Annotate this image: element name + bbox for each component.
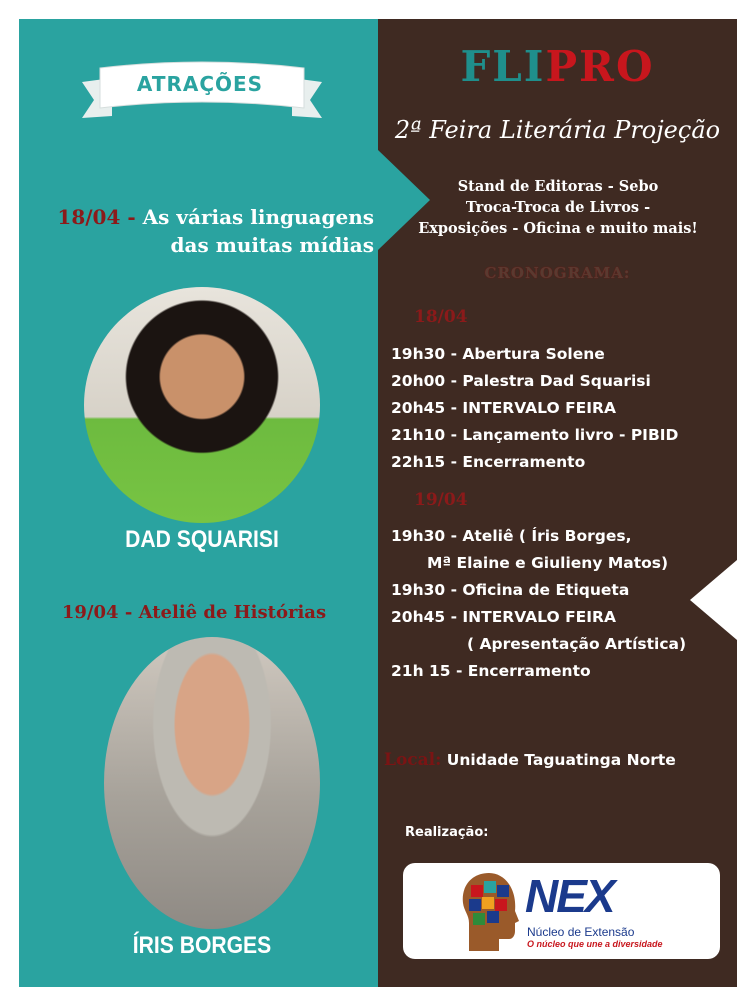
description-line-3: Exposições - Oficina e muito mais!: [418, 220, 698, 237]
schedule-day-2-date: 19/04: [414, 490, 468, 510]
speaker-1-photo: [84, 287, 320, 523]
event-2-date: 19/04: [61, 602, 119, 623]
nex-subtitle: Núcleo de Extensão: [527, 925, 635, 939]
event-1-date: 18/04: [57, 205, 121, 229]
location-value: Unidade Taguatinga Norte: [441, 751, 676, 769]
schedule-day-1-date: 18/04: [414, 307, 468, 327]
schedule-day-2: [391, 523, 736, 685]
schedule-item: 20h00 - Palestra Dad Squarisi: [391, 372, 651, 390]
schedule-day-1: [391, 341, 736, 476]
cronograma-heading: CRONOGRAMA:: [484, 264, 631, 282]
event-description: [383, 176, 733, 239]
event-2-title: Ateliê de Histórias: [138, 602, 327, 623]
schedule-item-continuation: Mª Elaine e Giulieny Matos): [427, 554, 669, 572]
nex-logo: [403, 863, 720, 959]
ribbon-label: ATRAÇÕES: [136, 72, 264, 96]
schedule-item: 21h 15 - Encerramento: [391, 662, 591, 680]
location: [384, 750, 736, 770]
description-line-2: Troca-Troca de Livros -: [465, 199, 651, 216]
schedule-item: 19h30 - Ateliê ( Íris Borges,: [391, 527, 632, 545]
schedule-item: 20h45 - INTERVALO FEIRA: [391, 608, 616, 626]
schedule-item: 20h45 - INTERVALO FEIRA: [391, 399, 616, 417]
head-puzzle-icon: [459, 871, 521, 953]
location-label: Local:: [384, 750, 442, 770]
speaker-1-name: DAD SQUARISI: [125, 526, 279, 553]
event-title: [378, 42, 737, 91]
schedule-item: 22h15 - Encerramento: [391, 453, 586, 471]
nex-wordmark: NEX: [525, 870, 614, 922]
event-subtitle: 2ª Feira Literária Projeção: [394, 116, 721, 144]
schedule-item: 21h10 - Lançamento livro - PIBID: [391, 426, 679, 444]
schedule-item: 19h30 - Oficina de Etiqueta: [391, 581, 630, 599]
event-2-separator: -: [118, 602, 139, 623]
realizacao-label: Realização:: [405, 825, 489, 840]
schedule-item: 19h30 - Abertura Solene: [391, 345, 605, 363]
speaker-2-name: ÍRIS BORGES: [132, 932, 272, 959]
speaker-2-photo: [104, 637, 320, 929]
description-line-1: Stand de Editoras - Sebo: [457, 178, 659, 195]
event-title-part-2: PRO: [545, 42, 655, 91]
nex-tagline: O núcleo que une a diversidade: [527, 939, 663, 949]
event-1: [24, 203, 374, 259]
event-1-title-line-2: das muitas mídias: [170, 233, 374, 257]
schedule-item-continuation: ( Apresentação Artística): [467, 635, 687, 653]
event-1-separator: -: [120, 205, 143, 229]
event-2: [24, 602, 364, 623]
event-title-part-1: FLI: [460, 42, 546, 91]
event-1-line-1: [24, 203, 374, 231]
event-1-title-line-1: As várias linguagens: [142, 205, 374, 229]
